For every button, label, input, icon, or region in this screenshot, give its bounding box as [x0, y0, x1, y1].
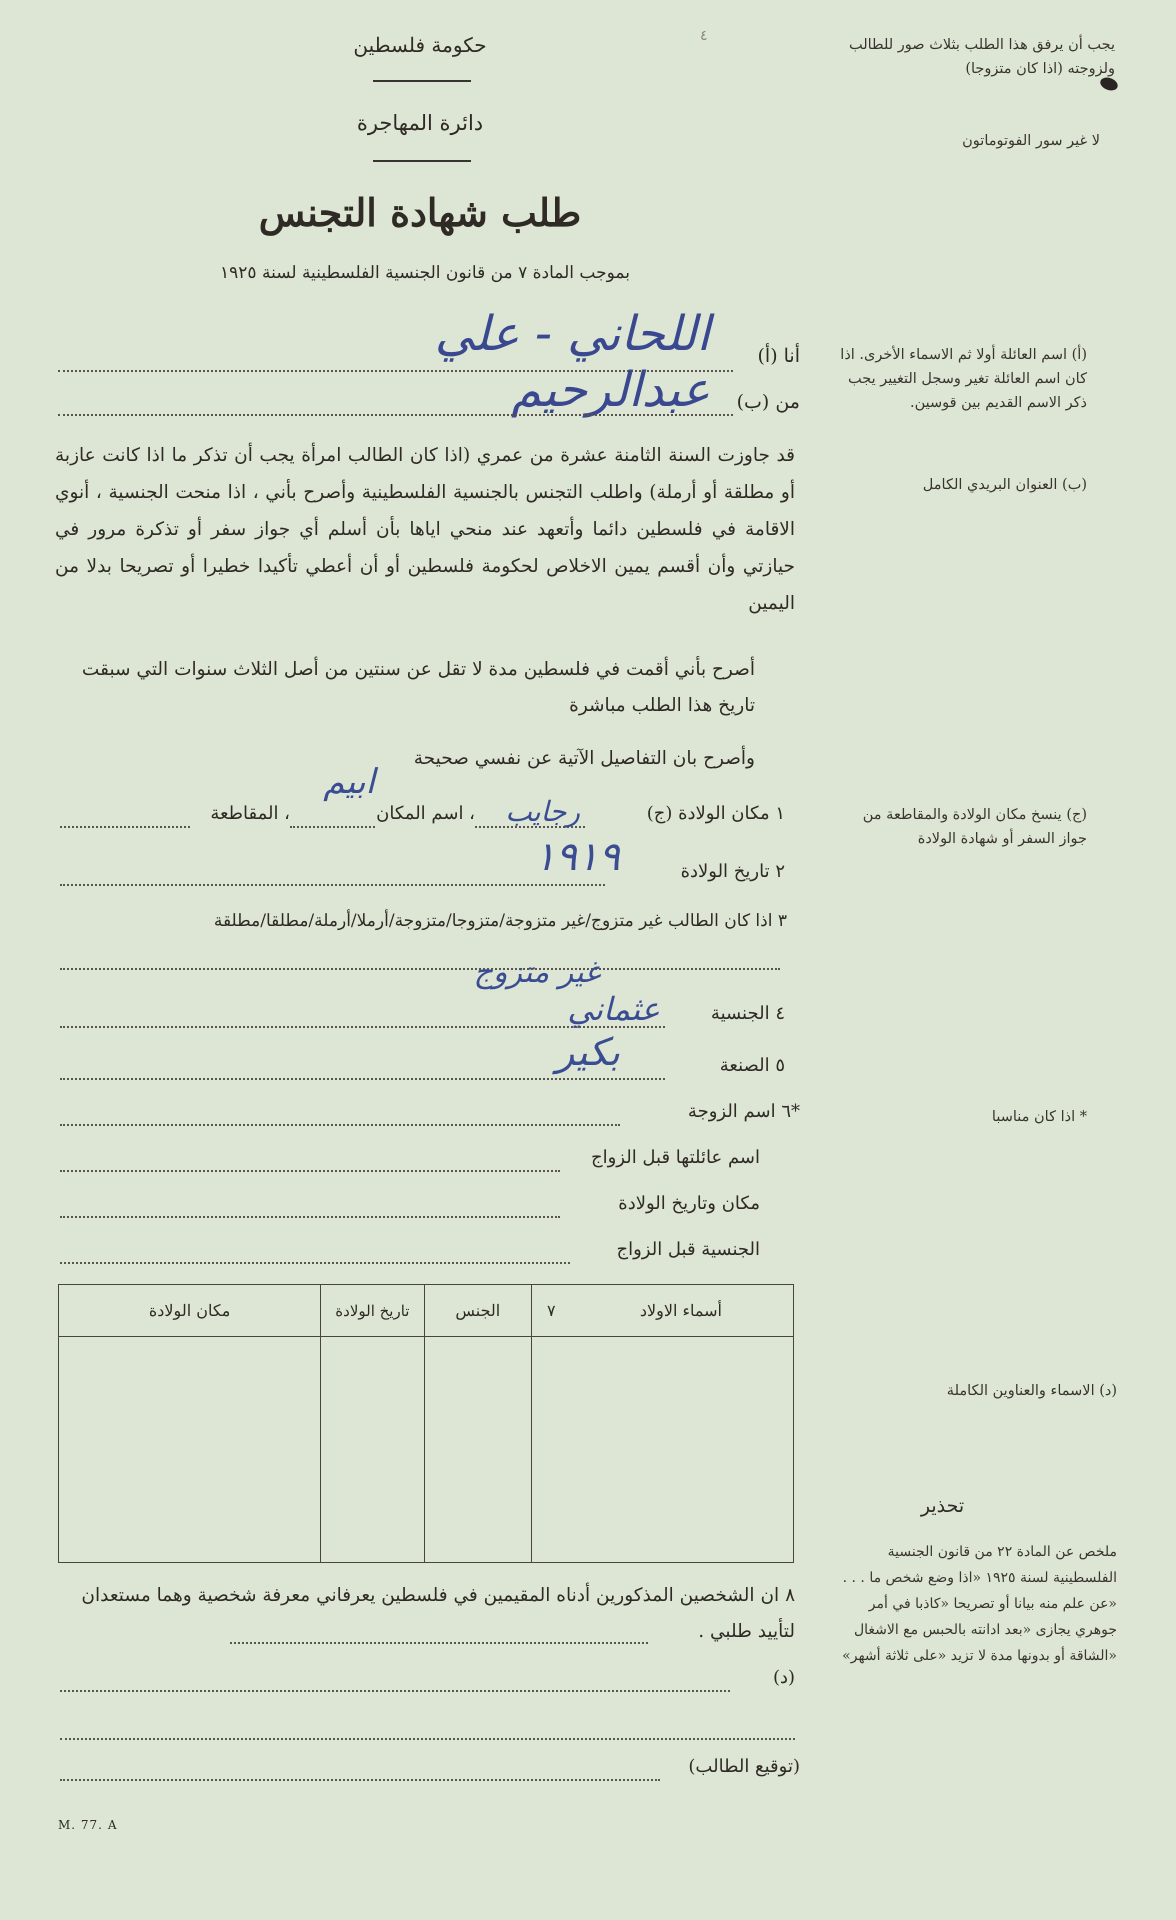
handwritten-birth-date: ١٩١٩ — [534, 834, 620, 880]
government-title: حكومة فلسطين — [353, 33, 487, 57]
label-referees-d: (د) — [772, 1667, 795, 1688]
warning-text: ملخص عن المادة ٢٢ من قانون الجنسية الفلسطينية لسنة ١٩٢٥ «اذا وضع شخص ما . . . «عن علم منه بيانا أو تصريحا «كاذبا في أمر جوهري يجازى «بعد ادانته بالحبس مع الاشغال «الشاقة أو بدونها مدة لا تزيد «على ثلاثة أشهر» — [842, 1544, 1117, 1664]
profession-line[interactable] — [60, 1078, 665, 1080]
label-nationality: ٤ الجنسية — [710, 1003, 785, 1024]
cell-children-names[interactable] — [531, 1337, 793, 1563]
declaration-paragraph: قد جاوزت السنة الثامنة عشرة من عمري (اذا كان الطالب امرأة يجب أن تذكر ما اذا كانت عازبة أو مطلقة أو أرملة) واطلب التجنس بالجنسية الفلسطينية وأصرح بأني ، اذا منحت الجنسية ، أنوي الاقامة في فلسطين دائما وأتعهد عند منحي اياها بأن أسلم أي جواز سفر أو تذكرة مرور في حيازتي وأن أقسم يمين الاخلاص لحكومة فلسطين أو أن أعطي تأكيدا خطيرا أو تصريحا بدلا من اليمين — [55, 445, 795, 614]
side-note-a: (أ) اسم العائلة أولا ثم الاسماء الأخرى. اذا كان اسم العائلة تغير وسجل التغيير يجب ذكر الاسم القديم بين قوسين. — [840, 347, 1087, 411]
birth-date-line[interactable] — [60, 884, 605, 886]
handwritten-nationality: عثماني — [567, 990, 660, 1028]
label-wife-nationality: الجنسية قبل الزواج — [616, 1239, 760, 1260]
department-title: دائرة المهاجرة — [356, 111, 484, 135]
header-sex: الجنس — [424, 1285, 531, 1337]
district-line[interactable] — [60, 826, 190, 828]
header-divider-2 — [373, 160, 471, 162]
label-birth-date: ٢ تاريخ الولادة — [680, 861, 785, 882]
handwritten-district: ابيم — [323, 762, 375, 802]
side-note-b: (ب) العنوان البريدي الكامل — [922, 477, 1087, 493]
ink-blot — [1098, 75, 1119, 92]
label-name-a: أنا (أ) — [757, 345, 800, 367]
side-note-star: * اذا كان مناسبا — [991, 1109, 1087, 1125]
side-note-c: (ج) ينسخ مكان الولادة والمقاطعة من جواز السفر أو شهادة الولادة — [862, 807, 1087, 847]
maiden-name-line[interactable] — [60, 1170, 560, 1172]
form-subtitle: بموجب المادة ٧ من قانون الجنسية الفلسطينية لسنة ١٩٢٥ — [220, 263, 630, 283]
children-table-header — [59, 1285, 794, 1337]
warning-title: تحذير — [920, 1495, 965, 1517]
header-birth-place: مكان الولادة — [59, 1285, 321, 1337]
handwritten-marital-status: غير متزوج — [473, 955, 600, 990]
referee-line-2[interactable] — [60, 1690, 730, 1692]
header-birth-date: تاريخ الولادة — [321, 1285, 424, 1337]
header-children-names-label: أسماء الاولاد — [639, 1301, 722, 1320]
referee-line-3[interactable] — [60, 1738, 795, 1740]
form-code: M. 77. A — [58, 1818, 118, 1832]
handwritten-name: اللحاني - علي عبدالرحيم — [434, 306, 710, 418]
header-divider — [373, 80, 471, 82]
referees-paragraph: ٨ ان الشخصين المذكورين أدناه المقيمين في فلسطين يعرفاني معرفة شخصية وهما مستعدان لتأييد طلبي . — [81, 1585, 795, 1643]
label-district: ، المقاطعة — [210, 803, 290, 824]
label-place-name: ، اسم المكان — [376, 803, 475, 824]
signature-line[interactable] — [60, 1779, 660, 1781]
label-signature: (توقيع الطالب) — [688, 1756, 800, 1777]
address-line[interactable] — [58, 414, 733, 416]
label-address-b: من (ب) — [736, 391, 800, 413]
cell-sex[interactable] — [424, 1337, 531, 1563]
header-children-names — [531, 1285, 793, 1337]
label-birth-place: ١ مكان الولادة (ج) — [646, 803, 785, 824]
cell-birth-place[interactable] — [59, 1337, 321, 1563]
children-table-body[interactable] — [59, 1337, 794, 1563]
wife-name-line[interactable] — [60, 1124, 620, 1126]
cell-birth-date[interactable] — [321, 1337, 424, 1563]
item7-number: ٧ — [546, 1301, 556, 1320]
place-name-line[interactable] — [290, 826, 375, 828]
referee-line-1[interactable] — [230, 1642, 648, 1644]
details-intro: وأصرح بان التفاصيل الآتية عن نفسي صحيحة — [413, 748, 755, 769]
handwritten-profession: بكير — [556, 1030, 620, 1074]
form-title: طلب شهادة التجنس — [258, 190, 582, 235]
wife-nationality-line[interactable] — [60, 1262, 570, 1264]
handwritten-birth-place: رجايب — [505, 795, 580, 828]
label-wife-name: *٦ اسم الزوجة — [687, 1101, 800, 1122]
residence-paragraph: أصرح بأني أقمت في فلسطين مدة لا تقل عن سنتين من أصل الثلاث سنوات التي سبقت تاريخ هذا الطلب مباشرة — [81, 659, 755, 717]
wife-birth-line[interactable] — [60, 1216, 560, 1218]
side-note-photomaton: لا غير سور الفوتوماتون — [962, 133, 1100, 149]
page-mark: ٤ — [700, 28, 708, 44]
label-marital-status: ٣ اذا كان الطالب غير متزوج/غير متزوجة/متزوجا/متزوجة/أرملا/أرملة/مطلقا/مطلقة — [213, 911, 787, 931]
children-table — [58, 1284, 794, 1563]
label-maiden-name: اسم عائلتها قبل الزواج — [590, 1147, 760, 1168]
label-wife-birth: مكان وتاريخ الولادة — [618, 1193, 760, 1214]
label-profession: ٥ الصنعة — [719, 1055, 785, 1076]
side-note-photos: يجب أن يرفق هذا الطلب بثلاث صور للطالب ولزوجته (اذا كان متزوجا) — [848, 37, 1115, 77]
side-note-d: (د) الاسماء والعناوين الكاملة — [946, 1383, 1117, 1399]
